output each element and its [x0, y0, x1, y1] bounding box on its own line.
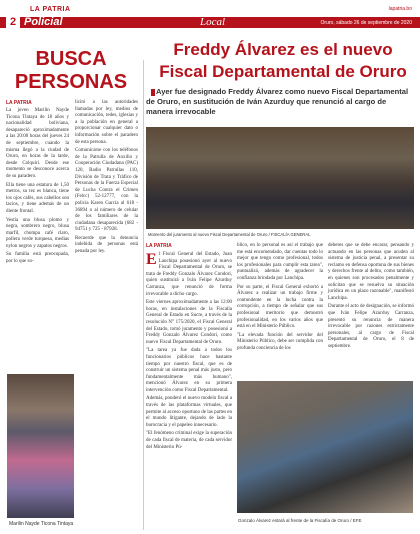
paragraph: "La tarea ya fue dada a todos los funcionarios públicos hace bastante tiempo por nuestro fiscal, que es de construir un sistema penal más justo, pero fundamentalmente más humano", mencionó Álvarez en su primera intervención como Fiscal Departamental. [146, 348, 232, 393]
paragraph: Vestía una blusa plomo y negra, sombrero negro, blusa marfil, chompa café claro, pollera verde turquesa, medias nylon negros y zapatos negros. [6, 217, 69, 249]
paragraph: licitó a las autoridades llamadas por ley, medios de comunicación, redes, iglesias y a la población en general a proporcionar cualquier dato o información sobre el paradero de esta persona. [75, 100, 138, 145]
article-tag: LA PATRIA [146, 243, 172, 249]
issue-date: Oruro, sábado 26 de septiembre de 2020 [320, 20, 412, 26]
swearing-in-photo [146, 127, 414, 229]
article-lead [146, 87, 414, 117]
paragraph [146, 252, 232, 298]
brand-top: LA PATRIA [30, 6, 71, 13]
column-divider [143, 60, 144, 530]
sidebar-column-2 [75, 100, 138, 258]
drop-cap: E [146, 251, 157, 268]
site-url: lapatria.bo [388, 6, 412, 12]
paragraph: blico, en lo personal es así el trabajo que me está encomendado, dar cuentas todo lo mejor que tengo como profesional, todos los profesionales para cumplir esta tarea", puntualizó, además de agradecer la confianza brindada por Lanchipa. [237, 243, 323, 281]
paragraph: Además, ponderó el nuevo modelo fiscal a través de las plataformas virtuales, que permite al acceso oportuno de las partes en el mundo litigante, dejando de lado la burocracia y el papeleo innecesario. [146, 396, 232, 428]
missing-person-photo [7, 374, 74, 518]
paragraph: "El fenómeno criminal exige la superación de cada fiscal de materia, de cada servidor del Ministerio Pú- [146, 431, 232, 450]
sidebar-tag: LA PATRIA [6, 100, 32, 106]
paragraph: deberes que se debe encarar, pensando y actuando en las personas que acuden al sistema de justicia penal, a presentar su reclamo en defensa oportuna de sus bienes y derechos frente al delito, como también, en quienes son procesados penalmente y solicitan que se resuelva su situación jurídica en un plazo razonable", manifestó Lanchipa. [328, 243, 414, 301]
prosecutor-photo [237, 381, 413, 513]
paragraph: Por su parte, el Fiscal General exhortó a Álvarez a realizar un trabajo firme y contundente en la lucha contra la corrupción, a tiempo de señalar que sus profesional meritorio que demostró profesionalidad, en los varios años que está en el Ministerio Público. [237, 284, 323, 330]
paragraph: Este viernes aproximadamente a las 12:00 horas, en instalaciones de la Fiscalía General de Estado en Sucre, a través de la resolución N° 175/2020, el Fiscal General del Estado, tomó juramento y posesionó a Freddy Gonzalo Álvarez Condori, como nuevo Fiscal Departamental de Oruro. [146, 300, 232, 345]
section-label: Local [200, 16, 226, 28]
paragraph: Ella tiene una estatura de 1,50 metros, su tez es blanca, tiene los ojos cafés, sus cabellos son lacios, y tiene además de un diente frontal. [6, 182, 69, 214]
paragraph: "La elevada función del servidor del Ministerio Público, debe ser cumplida con profunda conciencia de los [237, 332, 323, 351]
sidebar-title: BUSCA PERSONAS [14, 48, 128, 93]
page-header [0, 0, 420, 28]
article-title: Freddy Álvarez es el nuevo Fiscal Departamental de Oruro [159, 40, 407, 81]
article-column-3 [328, 243, 414, 353]
main-photo-caption: Momento del juramento al nuevo Fiscal Departamental de Oruro / FISCALÍA GENERAL [148, 232, 311, 237]
paragraph: Su familia está preocupada, por lo que so- [6, 252, 69, 265]
missing-person-caption: Marilin Nayde Ticona Tintaya [9, 521, 74, 527]
page-number: 2 [6, 15, 20, 29]
lead-text: Ayer fue designado Freddy Álvarez como nuevo Fiscal Departamental de Oruro, en sustitución de Iván Azurduy que renunció al cargo de manera irrevocable [146, 87, 409, 116]
paragraph: Durante el acto de designación, se informó que Iván Felipe Azurduy Carranza, presentó su renuncia de manera irrevocable por razones estrictamente personales, al cargo de Fiscal Departamental de Oruro, el 8 de septiembre. [328, 304, 414, 349]
article-column-1 [146, 252, 232, 453]
article-column-2 [237, 243, 323, 355]
brand-section-name: Policial [24, 16, 63, 28]
sidebar-column-1 [6, 108, 69, 268]
paragraph: La joven Marilin Nayde Ticona Tintaya de 18 años y nacionalidad boliviana, desapareció aproximadamente a las 20:00 horas del jueves 24 de septiembre, cuando la misma llegó a la ciudad de Oruro, en horas de la tarde, desde Colquiri. Desde ese momento se desconoce acerca de su paradero. [6, 108, 69, 179]
prosecutor-photo-caption: Gonzalo Álvarez estará al frente de la Fiscalía de Oruro / EFE [238, 518, 362, 523]
paragraph-text: l Fiscal General del Estado, Juan Lanchipa posesionó ayer al nuevo Fiscal Departamental de Oruro, se trata de Freddy Gonzalo Álvarez Condori, quien sustituirá a Iván Felipe Azurduy Carranza, que renunció de forma irrevocable a dicho cargo. [146, 252, 232, 297]
paragraph: Recuerde que la denuncia indebida de personas está penada por ley. [75, 235, 138, 255]
paragraph: Comunicarse con los teléfonos de la Patrulla de Auxilio y Cooperación Ciudadana (PAC) 120, Radio Patrullas 110, División de Trata y Tráfico de Personas de la Fuerza Especial de Lucha Contra el Crimen (Felcc) 52-12777, con la policía Karen García al 618 - 36894 o al número de celular de los familiares de la ciudadana desaparecida (682 - 94751 y 725 - 87928. [75, 148, 138, 233]
